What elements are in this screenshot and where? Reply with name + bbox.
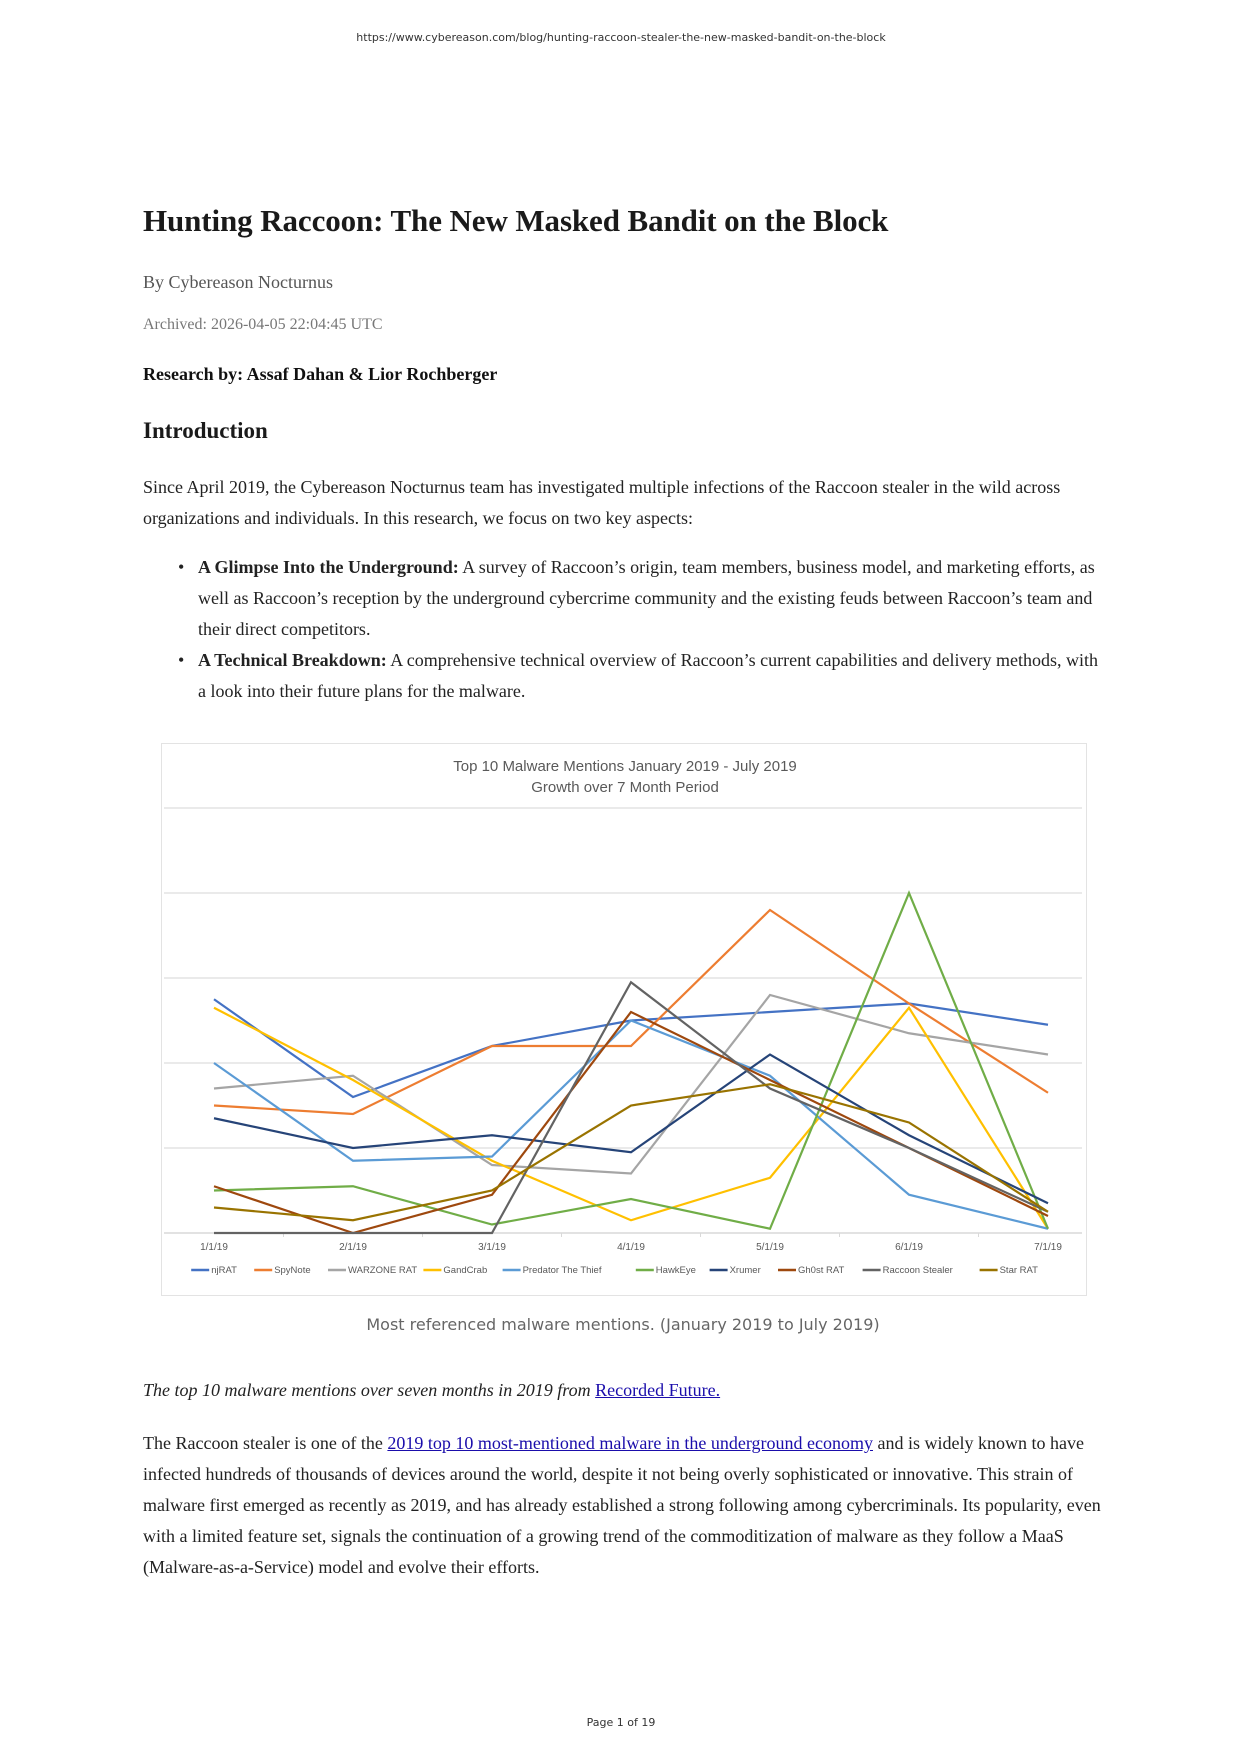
- chart-figure: [161, 743, 1087, 1296]
- legend-label-star-rat: Star RAT: [999, 1265, 1038, 1276]
- aspects-list: [143, 552, 1103, 707]
- legend-label-njrat: njRAT: [211, 1265, 237, 1276]
- list-item-text: A survey of Raccoon’s origin, team members, business model, and marketing efforts, as well as Raccoon’s reception by the underground cybercrime community and the existing feuds between Raccoon’s team and their direct competitors.: [198, 557, 1095, 639]
- figure-caption: Most referenced malware mentions. (January 2019 to July 2019): [366, 1315, 880, 1334]
- source-caption-text: The top 10 malware mentions over seven months in 2019 from: [143, 1380, 596, 1400]
- article-title: Hunting Raccoon: The New Masked Bandit on the Block: [143, 203, 889, 238]
- section-heading-introduction: Introduction: [143, 418, 268, 443]
- x-tick-label: 6/1/19: [895, 1242, 923, 1253]
- bullet-icon: •: [178, 650, 185, 670]
- series-line-gandcrab: [214, 1008, 1048, 1229]
- legend-label-xrumer: Xrumer: [729, 1265, 761, 1276]
- x-tick-label: 7/1/19: [1034, 1242, 1062, 1253]
- legend-label-predator-the-thief: Predator The Thief: [522, 1265, 602, 1276]
- list-item: [178, 645, 1103, 707]
- legend-label-raccoon-stealer: Raccoon Stealer: [882, 1265, 953, 1276]
- x-tick-label: 1/1/19: [200, 1242, 228, 1253]
- series-line-njrat: [214, 999, 1048, 1097]
- series-line-hawkeye: [214, 893, 1048, 1229]
- body-text-before: The Raccoon stealer is one of the: [143, 1433, 388, 1453]
- legend-label-gandcrab: GandCrab: [443, 1265, 488, 1276]
- top-10-malware-link[interactable]: 2019 top 10 most-mentioned malware in the underground economy: [387, 1433, 873, 1453]
- legend-label-warzone-rat: WARZONE RAT: [348, 1265, 418, 1276]
- byline: By Cybereason Nocturnus: [143, 272, 333, 292]
- x-tick-label: 2/1/19: [339, 1242, 367, 1253]
- list-item: [178, 552, 1103, 645]
- chart-subtitle: Growth over 7 Month Period: [531, 779, 719, 796]
- chart-title: Top 10 Malware Mentions January 2019 - July 2019: [453, 758, 797, 775]
- list-item-heading: A Technical Breakdown:: [198, 650, 387, 670]
- body-paragraph: [143, 1428, 1103, 1583]
- source-caption: [143, 1380, 720, 1401]
- list-item-text: A comprehensive technical overview of Raccoon’s current capabilities and delivery methods, with a look into their future plans for the malware.: [198, 650, 1098, 701]
- legend-label-gh0st-rat: Gh0st RAT: [798, 1265, 845, 1276]
- x-tick-label: 3/1/19: [478, 1242, 506, 1253]
- line-chart: [162, 744, 1088, 1297]
- archived-timestamp: Archived: 2026-04-05 22:04:45 UTC: [143, 316, 383, 333]
- research-credits: Research by: Assaf Dahan & Lior Rochberger: [143, 364, 498, 384]
- page-number: Page 1 of 19: [586, 1716, 656, 1729]
- recorded-future-link[interactable]: Recorded Future.: [595, 1380, 721, 1400]
- page-url-header: https://www.cybereason.com/blog/hunting-raccoon-stealer-the-new-masked-bandit-on-the-block: [356, 31, 886, 44]
- list-item-heading: A Glimpse Into the Underground:: [198, 557, 459, 577]
- x-tick-label: 4/1/19: [617, 1242, 645, 1253]
- legend-label-hawkeye: HawkEye: [655, 1265, 696, 1276]
- bullet-icon: •: [178, 557, 185, 577]
- body-text-after: and is widely known to have infected hundreds of thousands of devices around the world, despite it not being overly sophisticated or innovative. This strain of malware first emerged as recently as 2019, and has already established a strong following among cybercriminals. Its popularity, even with a limited feature set, signals the continuation of a growing trend of the commoditization of malware as they follow a MaaS (Malware-as-a-Service) model and evolve their efforts.: [143, 1433, 1101, 1577]
- intro-paragraph: Since April 2019, the Cybereason Nocturnus team has investigated multiple infections of the Raccoon stealer in the wild across organizations and individuals. In this research, we focus on two key aspects:: [143, 477, 1061, 528]
- series-line-predator-the-thief: [214, 1021, 1048, 1229]
- legend-label-spynote: SpyNote: [274, 1265, 311, 1276]
- x-tick-label: 5/1/19: [756, 1242, 784, 1253]
